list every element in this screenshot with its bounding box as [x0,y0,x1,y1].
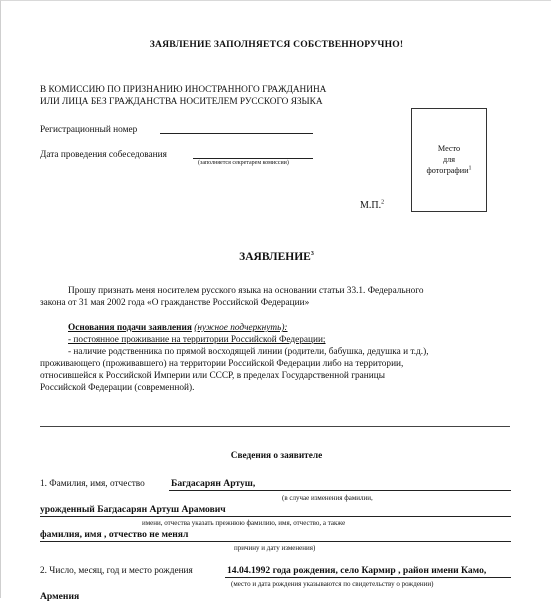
item1-label: 1. Фамилия, имя, отчество [40,479,145,489]
item1-field-line-3 [40,541,511,542]
item1-field-line [169,490,511,491]
ground-option-relative-line-3[interactable]: относившейся к Российской Империи или СССР, в пределах Государственной границы [40,371,385,381]
secretary-note: (заполняется секретарем комиссии) [198,160,289,166]
item2-note: (место и дата рождения указываются по свидетельству о рождении) [231,580,434,588]
item1-field-line-2 [40,516,511,517]
section-divider [40,426,510,427]
item2-value-cont[interactable]: Армения [40,591,80,602]
seal-place [360,200,384,211]
registration-number-label: Регистрационный номер [40,125,138,135]
application-title: ЗАЯВЛЕНИЕ [239,251,311,263]
item2-value[interactable]: 14.04.1992 года рождения, село Кармир , район имени Камо, [227,565,487,576]
photo-label-1: Место [437,144,461,153]
ground-option-relative-line-2[interactable]: проживающего (проживавшего) на территории Российской Федерации либо на территории, [40,359,404,369]
grounds-heading [68,323,288,333]
interview-date-field[interactable] [193,158,313,159]
item1-note-3: причину и дату изменения) [234,544,316,552]
ground-option-relative-line-1[interactable]: - наличие родственника по прямой восходящей линии (родители, бабушка, дедушка и т.д.), [68,347,429,357]
request-line-1: Прошу признать меня носителем русского языка на основании статьи 33.1. Федерального [68,286,424,296]
item2-label: 2. Число, месяц, год и место рождения [40,566,193,576]
photo-footnote: 1 [468,165,472,172]
item1-note: (в случае изменения фамилии, [282,494,373,502]
registration-number-field[interactable] [160,133,313,134]
request-line-2: закона от 31 мая 2002 года «О гражданстве Российской Федерации» [40,298,310,308]
application-title-footnote: 3 [310,251,314,258]
addressee-line-1: В КОМИССИЮ ПО ПРИЗНАНИЮ ИНОСТРАННОГО ГРАЖДАНИНА [40,85,327,95]
item1-value[interactable]: Багдасарян Артуш, [171,478,256,489]
grounds-hint: (нужное подчеркнуть): [194,323,288,333]
handwritten-notice: ЗАЯВЛЕНИЕ ЗАПОЛНЯЕТСЯ СОБСТВЕННОРУЧНО! [149,39,404,50]
item1-note-2: имени, отчества указать прежнюю фамилию, имя, отчество, а также [142,519,346,527]
item2-field-line [225,577,511,578]
item1-value-cont-2[interactable]: фамилия, имя , отчество не менял [40,529,189,540]
photo-label-3: фотографии [426,166,469,175]
seal-footnote: 2 [381,199,385,206]
grounds-label: Основания подачи заявления [68,323,192,333]
photo-placeholder-box [411,108,487,212]
application-title-wrap [1,251,551,263]
ground-option-residence[interactable]: - постоянное проживание на территории Российской Федерации; [68,335,326,345]
photo-label-2: для [442,155,456,164]
ground-option-relative-line-4[interactable]: Российской Федерации (современной). [40,383,195,393]
item1-value-cont[interactable]: урожденный Багдасарян Артуш Арамович [40,504,226,515]
seal-label: М.П. [360,200,382,211]
addressee-line-2: ИЛИ ЛИЦА БЕЗ ГРАЖДАНСТВА НОСИТЕЛЕМ РУССКОГО ЯЗЫКА [40,97,323,107]
interview-date-label: Дата проведения собеседования [40,150,167,160]
applicant-section-title: Сведения о заявителе [230,451,323,461]
